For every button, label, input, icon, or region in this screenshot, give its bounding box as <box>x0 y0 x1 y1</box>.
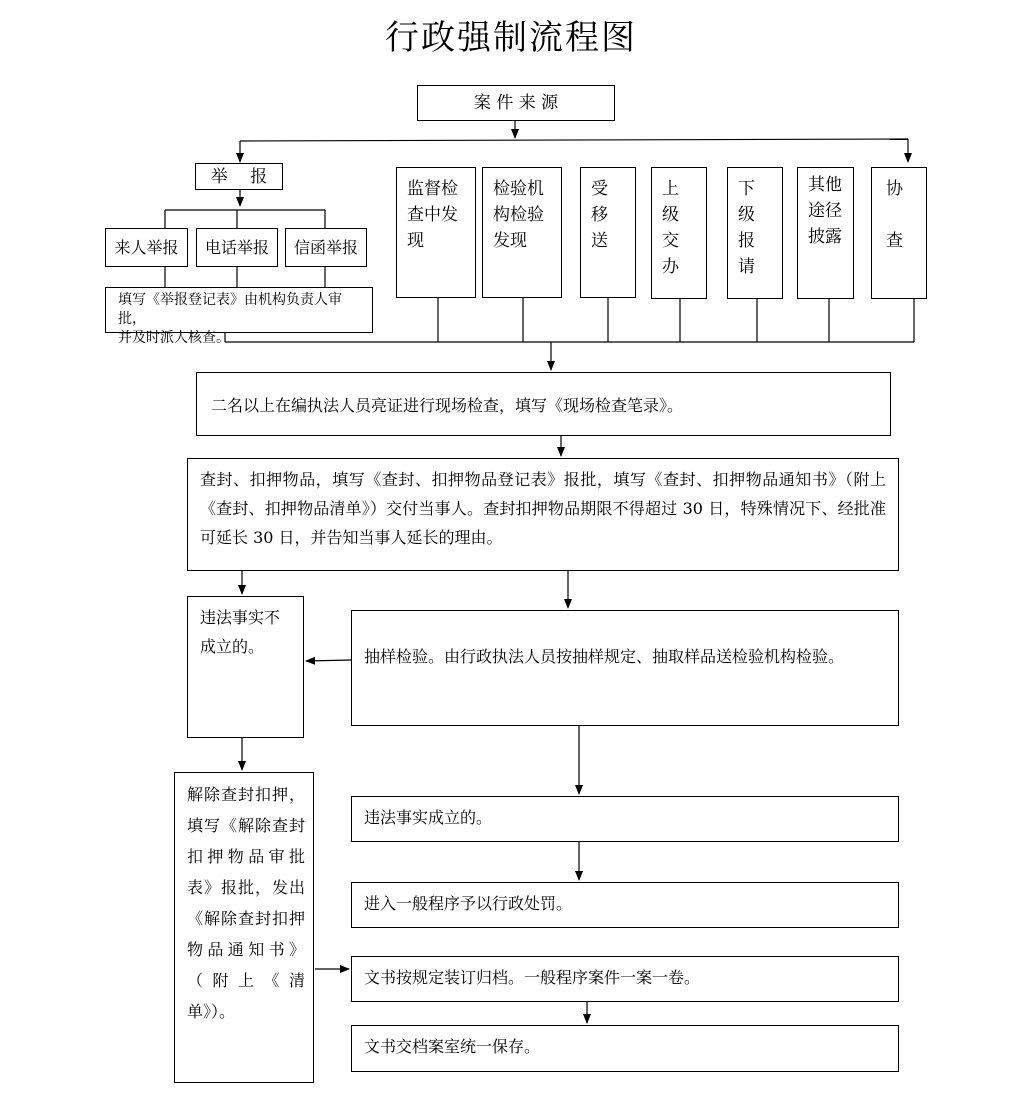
node-archive: 文书交档案室统一保存。 <box>351 1025 899 1072</box>
node-supervision: 监督检 查中发 现 <box>396 167 476 298</box>
node-transfer: 受 移 送 <box>580 167 636 298</box>
node-general-procedure: 进入一般程序予以行政处罚。 <box>351 882 899 928</box>
node-report: 举 报 <box>195 163 283 190</box>
node-report-in-person: 来人举报 <box>105 228 188 267</box>
branch-line <box>240 139 908 141</box>
node-report-letter: 信函举报 <box>285 228 367 267</box>
node-onsite-inspection: 二名以上在编执法人员亮证进行现场检查，填写《现场检查笔录》。 <box>196 372 891 436</box>
node-not-established: 违法事实不 成立的。 <box>187 596 304 738</box>
node-established: 违法事实成立的。 <box>351 796 899 842</box>
node-subordinate-report: 下 级 报 请 <box>727 167 783 299</box>
node-filing: 文书按规定装订归档。一般程序案件一案一卷。 <box>351 956 899 1002</box>
node-case-source: 案 件 来 源 <box>417 85 615 121</box>
node-superior-assign: 上 级 交 办 <box>651 167 707 299</box>
node-seal-seize: 查封、扣押物品，填写《查封、扣押物品登记表》报批，填写《查封、扣押物品通知书》（附上《查封、扣押物品清单》）交付当事人。查封扣押物品期限不得超过 30 日，特殊情况下、经批准可延长 30 日，并告知当事人延长的理由。 <box>187 458 899 571</box>
node-inspection-agency: 检验机 构检验 发现 <box>482 167 562 298</box>
node-report-phone: 电话举报 <box>196 228 278 267</box>
node-assist-check: 协 查 <box>871 167 927 299</box>
node-other-disclosure: 其他 途径 披露 <box>797 167 854 299</box>
node-release: 解除查封扣押，填写《解除查封扣押物品审批表》报批，发出《解除查封扣押物品通知书》（附上《清单》）。 <box>174 772 314 1083</box>
node-report-form: 填写《举报登记表》由机构负责人审批， 并及时派人核查。 <box>105 287 373 333</box>
node-sampling: 抽样检验。由行政执法人员按抽样规定、抽取样品送检验机构检验。 <box>351 610 899 726</box>
page-title: 行政强制流程图 <box>385 18 637 58</box>
arrow-sampling-to-not-established <box>306 660 351 661</box>
